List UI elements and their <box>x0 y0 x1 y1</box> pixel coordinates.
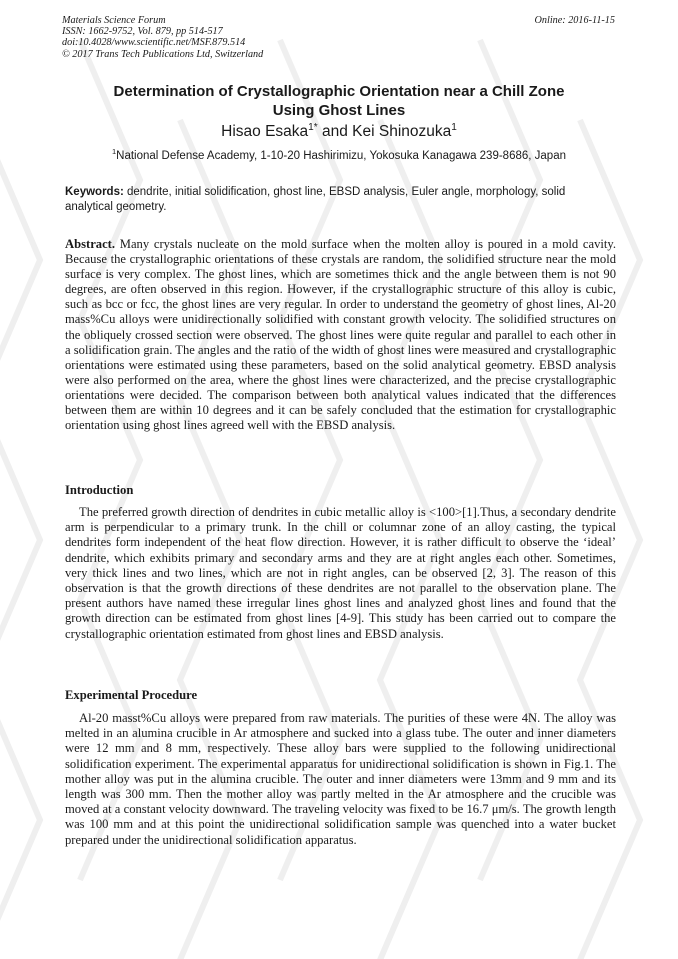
author-conjunction: and <box>317 123 353 140</box>
author-2: Kei Shinozuka <box>352 123 452 140</box>
author-line <box>62 122 616 142</box>
journal-header <box>62 15 263 60</box>
keywords-label: Keywords: <box>65 186 124 198</box>
affiliation-marker: 1 <box>111 147 117 157</box>
experimental-paragraph: Al-20 masst%Cu alloys were prepared from raw materials. The purities of these were 4N. The alloy was melted in an alumina crucible in Ar atmosphere and sucked into a glass tube. The outer and inner diameters were 12 mm and 8 mm, respectively. These alloy bars were supplied to the following unidirectional solidification experiment. The experimental apparatus for unidirectional solidification is shown in Fig.1. The mother alloy was put in the alumina crucible. The outer and inner diameters were 13mm and 9 mm and its length was 300 mm. Then the mother alloy was partly melted in the Ar atmosphere and the crucible was moved at a constant velocity downward. The traveling velocity was fixed to be 16.7 μm/s. The growth length was 100 mm and at this point the unidirectional solidification sample was quenched into a water bucket prepared under the unidirectional solidification apparatus. <box>65 711 616 847</box>
keywords-text: dendrite, initial solidification, ghost line, EBSD analysis, Euler angle, morphology, solid analytical geometry. <box>65 186 566 213</box>
affiliation-text: National Defense Academy, 1-10-20 Hashirimizu, Yokosuka Kanagawa 239-8686, Japan <box>116 150 566 162</box>
journal-issn: ISSN: 1662-9752, Vol. 879, pp 514-517 <box>62 26 223 38</box>
title-line-2: Using Ghost Lines <box>272 102 406 119</box>
abstract-label: Abstract. <box>65 237 116 251</box>
journal-doi[interactable]: doi:10.4028/www.scientific.net/MSF.879.514 <box>62 37 246 49</box>
journal-copyright: © 2017 Trans Tech Publications Ltd, Switzerland <box>62 48 264 60</box>
online-date: Online: 2016-11-15 <box>534 15 615 26</box>
introduction-paragraph: The preferred growth direction of dendrites in cubic metallic alloy is <100>[1].Thus, a secondary dendrite arm is perpendicular to a primary trunk. In the chill or columnar zone of an alloy casting, the typical dendrites form independent of the heat flow direction. However, it is rather difficult to observe the ‘ideal’ dendrite, which exhibits primary and secondary arms and they are at right angles each other. Sometimes, very thick lines and two lines, which are not in right angles, can be observed [2, 3]. The reason of this observation is that the growth directions of these dendrites are not parallel to the observation plane. The present authors have named these irregular lines ghost lines and analyzed ghost lines and found that the growth direction can be estimated from ghost lines [4-9]. This study has been carried out to compare the crystallographic orientation estimated from ghost lines and EBSD analysis. <box>65 505 616 641</box>
affiliation <box>62 148 616 164</box>
abstract-text: Many crystals nucleate on the mold surface when the molten alloy is poured in a mold cavity. Because the crystallographic orientations of these crystals are random, the solidified structure near the mold surface is very complex. The ghost lines, which are sometimes thick and the angle between them is not 90 degrees, are often observed in this region. However, if the crystallographic structure of this alloy is cubic, such as bcc or fcc, the ghost lines are very regular. In order to understand the geometry of ghost lines, Al-20 mass%Cu alloys were unidirectionally solidified with constant growth velocity. The solidified structures on the obliquely crossed section were observed. The ghost lines were quite regular and parallel to each other in a solidification grain. The angles and the ratio of the width of ghost lines were measured and crystallographic orientations were estimated using these parameters, based on the solid analytical geometry. EBSD analysis were also performed on the area, where the ghost lines were characterized, and the precise crystallographic orientations were decided. The comparison between both analytical values indicated that the differences between them are within 10 degrees and it can be safely concluded that the estimation for crystallographic orientation using ghost lines agreed well with the EBSD analysis. <box>65 237 616 433</box>
paper-title <box>62 82 616 120</box>
experimental-heading: Experimental Procedure <box>65 688 198 702</box>
author-1-marker: 1* <box>308 121 318 133</box>
introduction-heading: Introduction <box>65 483 134 497</box>
journal-name: Materials Science Forum <box>62 15 166 26</box>
author-1: Hisao Esaka <box>221 123 309 140</box>
abstract <box>65 237 616 433</box>
keywords <box>65 185 616 215</box>
author-2-marker: 1 <box>451 121 457 133</box>
title-line-1: Determination of Crystallographic Orientation near a Chill Zone <box>113 83 565 100</box>
